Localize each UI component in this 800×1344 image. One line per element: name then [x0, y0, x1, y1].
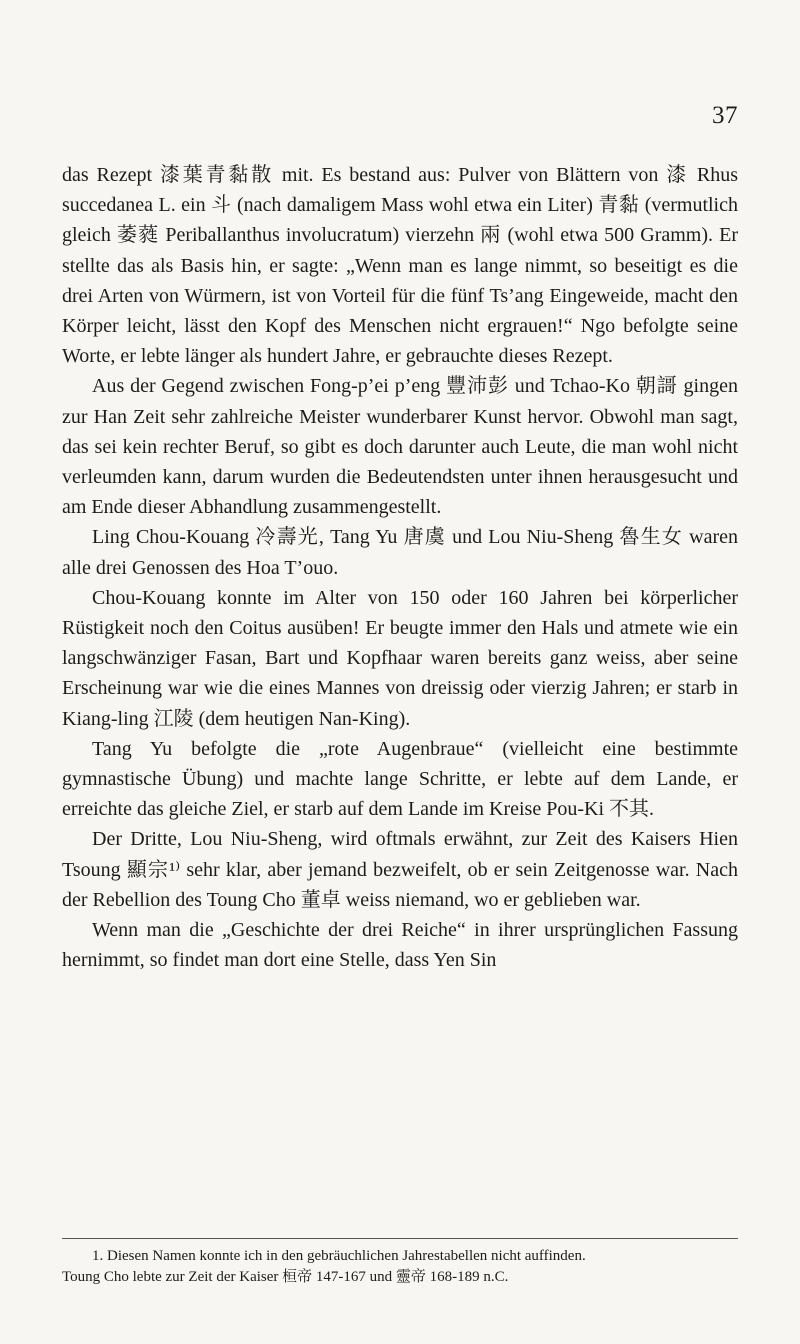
body-text: [62, 160, 738, 975]
footnote-divider: [62, 1238, 738, 1239]
paragraph: das Rezept 漆葉青黏散 mit. Es bestand aus: Pulver von Blättern von 漆 Rhus succedanea L. ein 斗 (nach damaligem Mass wohl etwa ein Liter) 青黏 (vermutlich gleich 萎蕤 Periballanthus involucratum) vierzehn 兩 (wohl etwa 500 Gramm). Er stellte das als Basis hin, er sagte: „Wenn man es lange nimmt, so beseitigt es die drei Arten von Würmern, ist von Vorteil für die fünf Ts’ang Eingeweide, macht den Körper leicht, lässt den Kopf des Menschen nicht ergrauen!“ Ngo befolgte seine Worte, er lebte länger als hundert Jahre, er gebrauchte dieses Rezept.: [62, 164, 738, 368]
footnote: 1. Diesen Namen konnte ich in den gebräuchlichen Jahrestabellen nicht auffinden.: [92, 1248, 586, 1264]
paragraph: Aus der Gegend zwischen Fong-p’ei p’eng 豐沛彭 und Tchao-Ko 朝謌 gingen zur Han Zeit sehr zahlreiche Meister wunderbarer Kunst hervor. Obwohl man sagt, das sei kein rechter Beruf, so gibt es doch darunter auch Leute, die man wohl nicht verleumden kann, darum wurden die Bedeutendsten unter ihnen herausgesucht und am Ende dieser Abhandlung zusammengestellt.: [62, 375, 738, 519]
paragraph: Der Dritte, Lou Niu-Sheng, wird oftmals erwähnt, zur Zeit des Kaisers Hien Tsoung 顯宗¹⁾ sehr klar, aber jemand bezweifelt, ob er sein Zeitgenosse war. Nach der Rebellion des Toung Cho 董卓 weiss niemand, wo er geblieben war.: [62, 828, 738, 911]
paragraph: Ling Chou-Kouang 冷壽光, Tang Yu 唐虞 und Lou Niu-Sheng 魯生女 waren alle drei Genossen des Hoa T’ouo.: [62, 526, 738, 579]
footnote: Toung Cho lebte zur Zeit der Kaiser 桓帝 147-167 und 靈帝 168-189 n.C.: [62, 1269, 509, 1285]
paragraph: Tang Yu befolgte die „rote Augenbraue“ (vielleicht eine bestimmte gymnastische Übung) und machte lange Schritte, er lebte auf dem Lande, er erreichte das gleiche Ziel, er starb auf dem Lande im Kreise Pou-Ki 不其.: [62, 737, 738, 821]
paragraph: Wenn man die „Geschichte der drei Reiche“ in ihrer ursprünglichen Fassung hernimmt, so findet man dort eine Stelle, dass Yen Sin: [62, 919, 738, 972]
paragraph: Chou-Kouang konnte im Alter von 150 oder 160 Jahren bei körperlicher Rüstigkeit noch den Coitus ausüben! Er beugte immer den Hals und atmete wie ein langschwänziger Fasan, Bart und Kopfhaar waren bereits ganz weiss, aber seine Erscheinung war wie die eines Mannes von dreissig oder vierzig Jahren; er starb in Kiang-ling 江陵 (dem heutigen Nan-King).: [62, 586, 738, 730]
footnotes: [62, 1246, 738, 1288]
page-number: 37: [712, 102, 738, 129]
